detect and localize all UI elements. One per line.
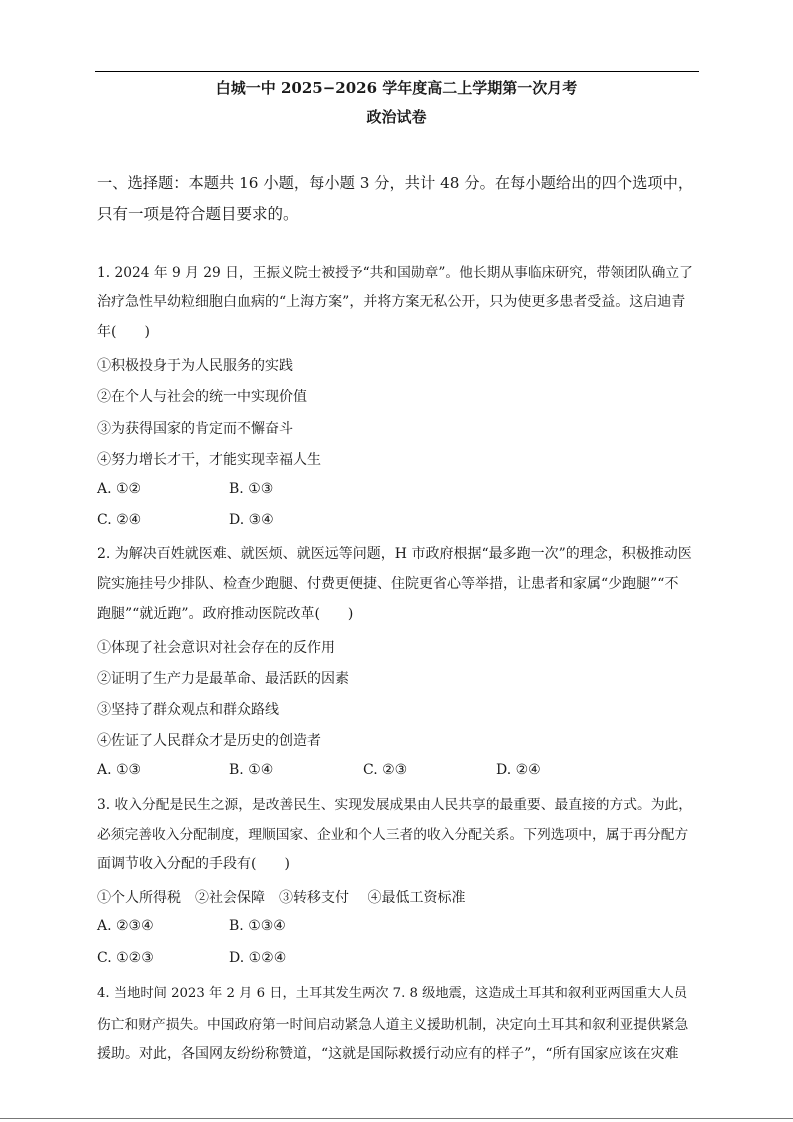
- question-3-stem: 必须完善收入分配制度，理顺国家、企业和个人三者的收入分配关系。下列选项中，属于再分配方: [97, 827, 689, 843]
- question-3-option-a[interactable]: A. ②③④: [97, 918, 154, 934]
- question-3-option-d[interactable]: D. ①②④: [229, 950, 287, 966]
- question-3-stem: 3. 收入分配是民生之源，是改善民生、实现发展成果由人民共享的最重要、最直接的方式。为此，: [97, 797, 692, 813]
- question-2-option-d[interactable]: D. ②④: [496, 762, 541, 778]
- question-3-option-b[interactable]: B. ①③④: [229, 918, 286, 934]
- section-instruction: 一、选择题：本题共 16 小题，每小题 3 分，共计 48 分。在每小题给出的四个选项中，: [97, 174, 694, 192]
- question-2-item: ③坚持了群众观点和群众路线: [97, 702, 279, 718]
- question-4-stem: 4. 当地时间 2023 年 2 月 6 日，土耳其发生两次 7. 8 级地震，这造成土耳其和叙利亚两国重大人员: [97, 986, 688, 1001]
- question-1-item: ②在个人与社会的统一中实现价值: [97, 389, 307, 405]
- question-1-option-d[interactable]: D. ③④: [229, 512, 274, 528]
- question-1-item: ③为获得国家的肯定而不懈奋斗: [97, 421, 293, 437]
- question-1-item: ④努力增长才干，才能实现幸福人生: [97, 452, 321, 468]
- question-3-item: ①个人所得税 ②社会保障 ③转移支付 ④最低工资标准: [97, 890, 466, 906]
- question-2-option-c[interactable]: C. ②③: [363, 762, 408, 778]
- question-1-stem: 1. 2024 年 9 月 29 日，王振义院士被授予“共和国勋章”。他长期从事临床研究，带领团队确立了: [97, 265, 693, 281]
- question-1-option-c[interactable]: C. ②④: [97, 512, 142, 528]
- section-instruction: 只有一项是符合题目要求的。: [97, 205, 299, 223]
- question-2-item: ①体现了社会意识对社会存在的反作用: [97, 640, 335, 656]
- question-2-stem: 2. 为解决百姓就医难、就医烦、就医远等问题，H 市政府根据“最多跑一次”的理念，积极推动医: [97, 546, 692, 562]
- question-2-item: ④佐证了人民群众才是历史的创造者: [97, 733, 321, 749]
- question-3-option-c[interactable]: C. ①②③: [97, 950, 154, 966]
- question-4-stem: 伤亡和财产损失。中国政府第一时间启动紧急人道主义援助机制，决定向土耳其和叙利亚提供紧急: [97, 1017, 689, 1033]
- question-1-option-b[interactable]: B. ①③: [229, 481, 274, 497]
- question-3-stem: 面调节收入分配的手段有( ): [97, 856, 290, 872]
- question-1-stem: 年( ): [97, 324, 150, 340]
- question-2-item: ②证明了生产力是最革命、最活跃的因素: [97, 671, 349, 687]
- question-4-stem: 援助。对此，各国网友纷纷称赞道，“这就是国际救援行动应有的样子”，“所有国家应该在灾难: [97, 1046, 679, 1062]
- subject-title: 政治试卷: [366, 108, 427, 126]
- question-1-option-a[interactable]: A. ①②: [97, 481, 142, 497]
- exam-title: 白城一中 2025−2026 学年度高二上学期第一次月考: [215, 79, 578, 97]
- bottom-rule: [0, 1118, 793, 1119]
- question-1-item: ①积极投身于为人民服务的实践: [97, 358, 293, 374]
- question-1-stem: 治疗急性早幼粒细胞白血病的“上海方案”，并将方案无私公开，只为使更多患者受益。这启迪青: [97, 294, 686, 310]
- question-2-stem: 跑腿”“就近跑”。政府推动医院改革( ): [97, 606, 354, 622]
- question-2-option-b[interactable]: B. ①④: [229, 762, 274, 778]
- top-rule: [95, 71, 699, 72]
- question-2-stem: 院实施挂号少排队、检查少跑腿、付费更便捷、住院更省心等举措，让患者和家属“少跑腿”“不: [97, 576, 679, 592]
- question-2-option-a[interactable]: A. ①③: [97, 762, 142, 778]
